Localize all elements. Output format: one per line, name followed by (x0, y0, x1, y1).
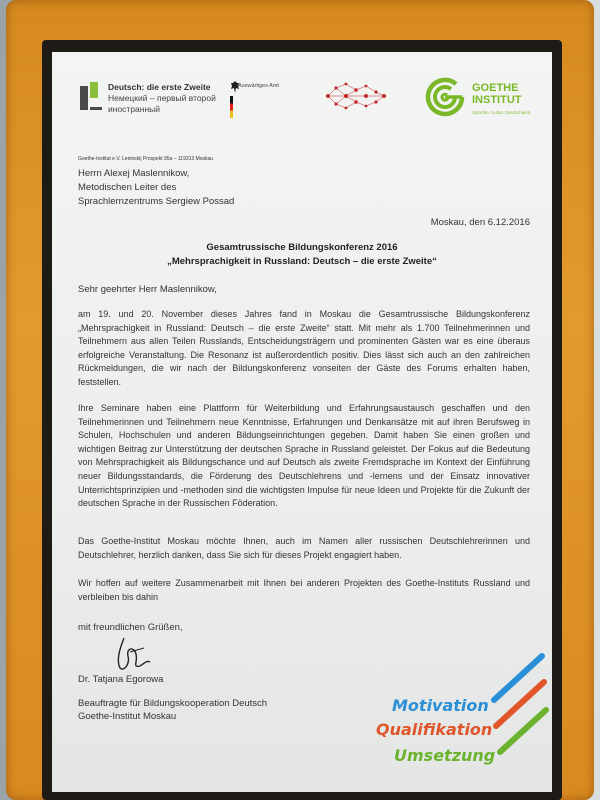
network-logo-icon (320, 76, 392, 116)
sender-line: Goethe-Institut e.V. Leninskij Prospekt 95a – 119313 Moskau (78, 156, 214, 162)
letter-date: Moskau, den 6.12.2016 (430, 217, 530, 228)
signatory-name: Dr. Tatjana Egorowa (78, 674, 164, 685)
motto-motivation: Motivation (392, 696, 489, 715)
deutsch-erste-zweite-logo (80, 82, 104, 112)
salutation: Sehr geehrter Herr Maslennikow, (78, 284, 217, 295)
signature-image (110, 634, 170, 674)
signatory-role: Beauftragte für Bildungskooperation Deutsch (78, 698, 268, 709)
body-paragraph-4: Wir hoffen auf weitere Zusammenarbeit mit Ihnen bei anderen Projekten des Goethe-Instituts Russland und verbleiben bis dahin (78, 578, 530, 602)
body-paragraph-2: Ihre Seminare haben eine Plattform für Weiterbildung und Erfahrungsaustausch geschaffen und den Teilnehmerinnen und Teilnehmern neue Kenntnisse, Erfahrungen und Denkansätze mit auf ihren Berufsweg in Schulen, Hochschulen und anderen Bildungseinrichtungen gegeben. Damit haben Sie einen großen und wichtigen Beitrag zur Unterstützung der deutschen Sprache in Russland geleistet. Der Fokus auf die Bedeutung von Mehrsprachigkeit als Bildungschance und auf Deutsch als zweite Fremdsprache im Kontext der Einführung neuer Bildungsstandards, die Förderung des Deutschlehrens und -lernens und der Einsatz innovativer Unterrichtsprinzipien und -methoden sind die wichtigsten Impulse für neue Ideen und Projekte für die Zukunft der deutschen Sprache in der Russischen Föderation. (78, 403, 530, 509)
subject-line-1: Gesamtrussische Bildungskonferenz 2016 (206, 242, 398, 253)
program-title-ru-2: иностранный (108, 104, 161, 114)
recipient-line-1: Herrn Alexej Maslennikow, (78, 168, 190, 179)
motto-umsetzung: Umsetzung (394, 746, 496, 765)
program-title-ru-1: Немецкий – первый второй (108, 93, 216, 103)
goethe-institut-name: GOETHE INSTITUT (472, 82, 522, 106)
ministry-label: Auswärtiges Amt (238, 83, 279, 89)
body-paragraph-3: Das Goethe-Institut Moskau möchte Ihnen, auch im Namen aller russischen Deutschlehrerinnen und Deutschlehrer, herzlich danken, dass Sie sich für dieses Projekt engagiert haben. (78, 536, 530, 560)
subject-line-2: „Mehrsprachigkeit in Russland: Deutsch – die erste Zweite“ (167, 256, 437, 267)
goethe-logo-icon (422, 74, 468, 120)
recipient-line-3: Sprachlernzentrums Sergiew Possad (78, 196, 235, 207)
german-flag-stripe (230, 96, 233, 118)
motto-qualifikation: Qualifikation (376, 720, 493, 739)
signatory-institution: Goethe-Institut Moskau (78, 711, 177, 722)
goethe-tagline: Sprache. Kultur. Deutschland. (472, 110, 532, 115)
recipient-line-2: Metodischen Leiter des (78, 182, 177, 193)
program-title: Deutsch: die erste Zweite (108, 82, 211, 92)
letter-document (52, 52, 552, 792)
body-paragraph-1: am 19. und 20. November dieses Jahres fand in Moskau die Gesamtrussische Bildungskonferenz „Mehrsprachigkeit in Russland: Deutsch – die erste Zweite“ statt. Mit mehr als 1.700 Teilnehmerinnen und Teilnehmern aus allen Teilen Russlands, Entscheidungsträgern und prominenten Gästen war es eine überaus erfolgreiche Veranstaltung. Die Resonanz ist außerordentlich positiv. Dies lässt sich auch an den zahlreichen Rückmeldungen, die wir nach der Bildungskonferenz vonseiten der Gäste des Forums erhalten haben, feststellen. (78, 309, 530, 387)
closing-line: mit freundlichen Grüßen, (78, 622, 183, 633)
